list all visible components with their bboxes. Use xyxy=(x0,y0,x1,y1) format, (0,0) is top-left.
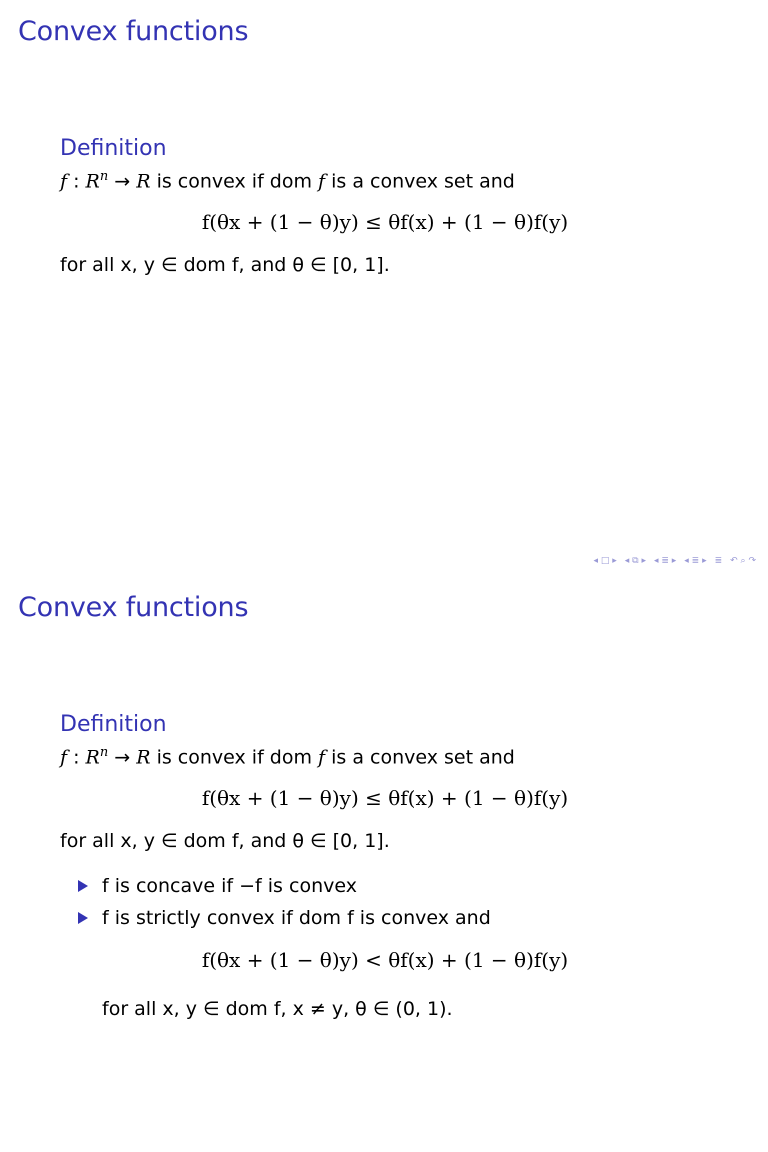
nav-section-icon[interactable]: ◂ ≣ ▸ xyxy=(653,556,677,566)
slide-2 xyxy=(0,576,768,1152)
strict-for-all-line: for all x, y ∈ dom f, x ≠ y, θ ∈ (0, 1). xyxy=(102,998,453,1020)
strict-convexity-inequality: f(θx + (1 − θ)y) < θf(x) + (1 − θ)f(y) xyxy=(201,948,569,972)
definition-title: Definition xyxy=(60,136,167,161)
convexity-inequality: f(θx + (1 − θ)y) ≤ θf(x) + (1 − θ)f(y) xyxy=(201,786,569,811)
definition-line: f : $R^n \to R$ is convex if dom f is a convex set and xyxy=(60,745,515,769)
beamer-navigation xyxy=(594,556,756,566)
list-item: f is concave if −f is convex xyxy=(78,870,738,902)
for-all-line: for all x, y ∈ dom f, and θ ∈ [0, 1]. xyxy=(60,830,390,853)
bullet-triangle-icon xyxy=(78,880,88,892)
slide-title: Convex functions xyxy=(18,16,249,47)
nav-search-icon[interactable]: ↶ ⌕ ↷ xyxy=(730,556,756,566)
definition-block xyxy=(60,710,710,854)
bullet-list xyxy=(78,870,738,934)
nav-doc-icon[interactable]: ≣ xyxy=(714,556,723,566)
definition-block xyxy=(60,134,710,278)
list-item: f is strictly convex if dom f is convex and xyxy=(78,902,738,934)
slide-title: Convex functions xyxy=(18,592,249,623)
convexity-inequality: f(θx + (1 − θ)y) ≤ θf(x) + (1 − θ)f(y) xyxy=(201,210,569,235)
bullet-triangle-icon xyxy=(78,912,88,924)
definition-line: f : $R^n \to R$ is convex if dom f is a convex set and xyxy=(60,169,515,193)
nav-subsection-icon[interactable]: ◂ ⧉ ▸ xyxy=(624,556,646,566)
nav-subsection2-icon[interactable]: ◂ ≣ ▸ xyxy=(684,556,707,566)
for-all-line: for all x, y ∈ dom f, and θ ∈ [0, 1]. xyxy=(60,254,390,277)
definition-title: Definition xyxy=(60,712,167,737)
nav-frame-icon[interactable]: ◂ □ ▸ xyxy=(593,556,617,566)
